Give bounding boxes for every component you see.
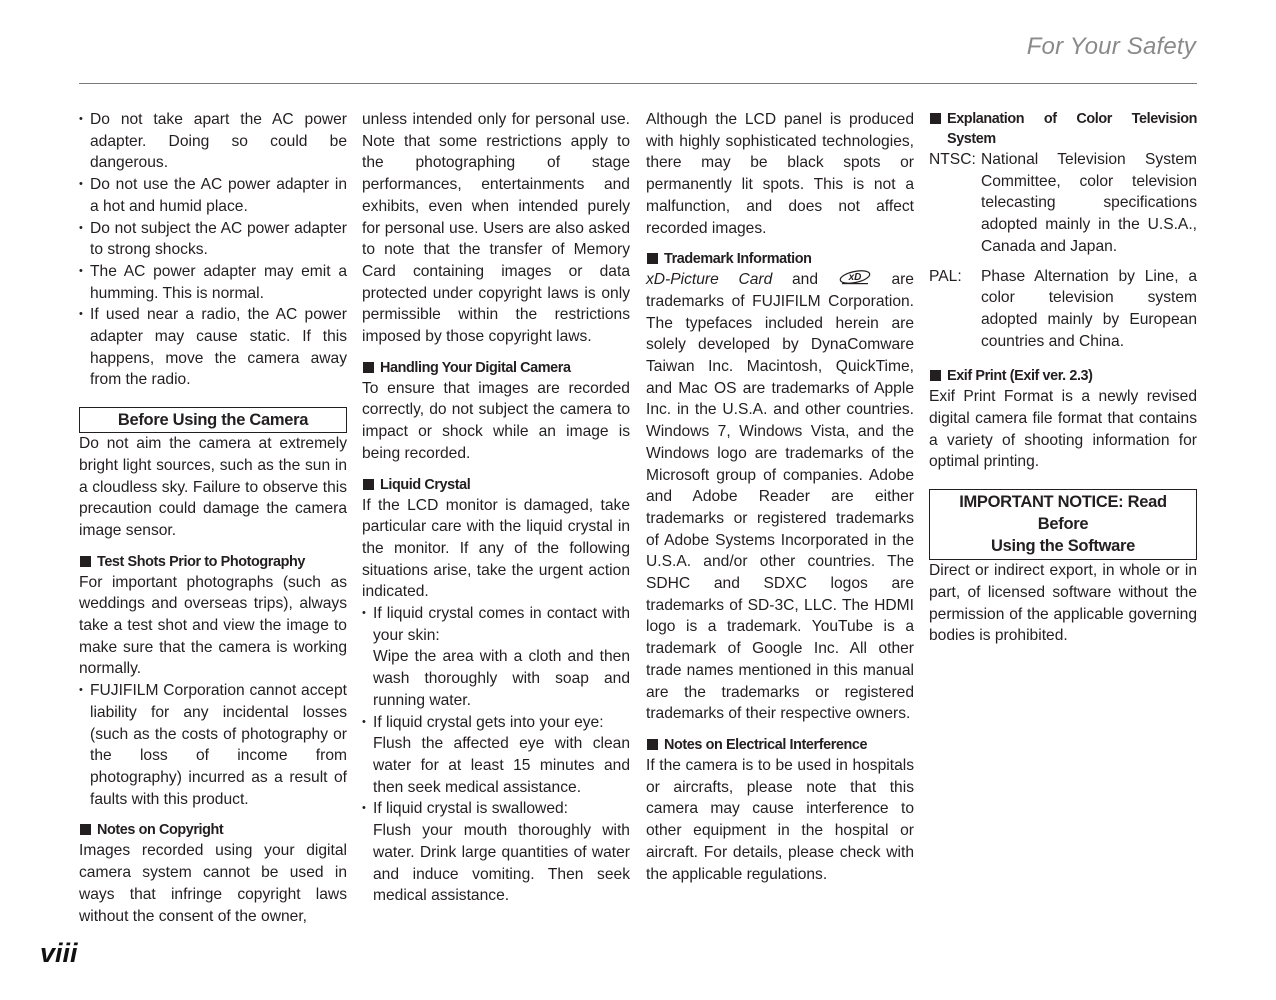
subsection-heading-label: Handling Your Digital Camera [380, 359, 571, 376]
list-item: • Do not use the AC power adapter in a hot and humid place. [79, 174, 347, 217]
square-bullet-icon [930, 113, 941, 124]
list-item: • Do not subject the AC power adapter to strong shocks. [79, 218, 347, 261]
subsection-heading-label: Notes on Copyright [97, 822, 224, 839]
action-text: Wipe the area with a cloth and then wash thoroughly with soap and running water. [373, 648, 630, 709]
page-header-title: For Your Safety [1026, 33, 1196, 60]
xd-logo-text: xD [848, 272, 862, 284]
ac-adapter-warnings [79, 109, 347, 391]
subsection-heading [929, 109, 1197, 149]
case-text: • If liquid crystal comes in contact with your skin: [373, 605, 630, 644]
case-text: • If liquid crystal is swallowed: [373, 800, 568, 818]
section-text: If the LCD monitor is damaged, take particular care with the liquid crystal in the monitor. If any of the following situations arise, take the urgent action indicated. [362, 496, 630, 601]
box-heading-line: Using the Software [990, 537, 1136, 556]
subsection-heading [362, 358, 630, 378]
ntsc-definition [929, 149, 1197, 258]
pal-definition [929, 266, 1197, 353]
case-text: • If liquid crystal gets into your eye: [373, 713, 604, 731]
subsection-heading [646, 249, 914, 269]
section-text: For important photographs (such as weddings and overseas trips), always take a test shot and view the image to make sure that the camera is working normally. [79, 573, 347, 678]
list-item: • Do not take apart the AC power adapter. Doing so could be dangerous. [79, 109, 347, 174]
action-text: Flush the affected eye with clean water for at least 15 minutes and then seek medical assistance. [373, 735, 630, 796]
box-heading-line: IMPORTANT NOTICE: Read Before [959, 493, 1167, 534]
subsection-heading [362, 475, 630, 495]
section-text: Do not aim the camera at extremely bright light sources, such as the sun in a cloudless sky. Failure to observe this precaution could damage the camera image sensor. [79, 435, 347, 539]
section-text: Images recorded using your digital camera system cannot be used in ways that infringe copyright laws without the consent of the owner, [79, 842, 347, 925]
column-2 [362, 109, 630, 907]
column-4 [929, 109, 1197, 647]
action-text: Flush your mouth thoroughly with water. Drink large quantities of water and induce vomiting. Then seek medical assistance. [373, 822, 630, 905]
header-divider [79, 83, 1197, 84]
xd-logo-icon [838, 270, 872, 286]
section-box-heading: Before Using the Camera [79, 407, 347, 433]
square-bullet-icon [80, 556, 91, 567]
list-item [362, 603, 630, 712]
square-bullet-icon [363, 362, 374, 373]
column-1 [79, 109, 347, 927]
subsection-heading-label: Test Shots Prior to Photography [97, 553, 305, 570]
subsection-heading-label: Exif Print (Exif ver. 2.3) [947, 368, 1093, 385]
square-bullet-icon [363, 479, 374, 490]
subsection-heading-label: Liquid Crystal [380, 476, 471, 493]
list-item [362, 798, 630, 907]
definition-term: PAL: [929, 267, 962, 285]
square-bullet-icon [930, 370, 941, 381]
liquid-crystal-actions [362, 603, 630, 907]
definition-desc: National Television System Committee, color television telecasting specifications adopted mainly in the U.S.A., Canada and Japan. [981, 151, 1197, 255]
subsection-heading [929, 366, 1197, 386]
trademark-body: are trademarks of FUJIFILM Corporation. The typefaces included herein are solely developed by DynaComware Taiwan Inc. Macintosh, QuickTime, and Mac OS are trademarks of Apple Inc. in the U.S.A. and other countries. Windows 7, Windows Vista, and the Windows logo are trademarks of the Microsoft group of companies. Adobe and Adobe Reader are either trademarks or registered trademarks of Adobe Systems Incorporated in the U.S.A. and/or other countries. The SDHC and SDXC logos are trademarks of SD-3C, LLC. The HDMI logo is a trademark. YouTube is a trademark of Google Inc. All other trade names mentioned in this manual are the trademarks or registered trademarks of their respective owners. [646, 271, 914, 723]
definition-term: NTSC: [929, 151, 976, 168]
column-3 [646, 109, 914, 885]
list-item: • FUJIFILM Corporation cannot accept liability for any incidental losses (such as the costs of photography or the loss of income from photography) incurred as a result of faults with this product. [79, 680, 347, 810]
subsection-heading [79, 820, 347, 840]
and-text: and [792, 271, 819, 289]
section-text: Direct or indirect export, in whole or in part, of licensed software without the permission of the applicable governing bodies is prohibited. [929, 562, 1197, 645]
list-item: • If used near a radio, the AC power adapter may cause static. If this happens, move the camera away from the radio. [79, 304, 347, 391]
page-number: viii [40, 938, 78, 968]
subsection-heading-label: Explanation of Color Television System [947, 111, 1197, 147]
section-text: Although the LCD panel is produced with highly sophisticated technologies, there may be black spots or permanently lit spots. This is not a malfunction, and does not affect recorded images. [646, 111, 914, 237]
section-box-heading [929, 489, 1197, 560]
list-item: • The AC power adapter may emit a humming. This is normal. [79, 261, 347, 304]
subsection-heading-label: Trademark Information [664, 251, 812, 268]
xd-card-name: xD-Picture Card [646, 271, 773, 289]
subsection-heading [646, 735, 914, 755]
subsection-heading [79, 552, 347, 572]
subsection-heading-label: Notes on Electrical Interference [664, 736, 868, 753]
section-text: If the camera is to be used in hospitals or aircrafts, please note that this camera may cause interference to other equipment in the hospital or aircraft. For details, please check with the applicable regulations. [646, 756, 914, 883]
section-text: unless intended only for personal use. Note that some restrictions apply to the photographing of stage performances, entertainments and exhibits, even when intended purely for personal use. Users are also asked to note that the transfer of Memory Card containing images or data protected under copyright laws is only permissible within the restrictions imposed by those copyright laws. [362, 111, 630, 346]
square-bullet-icon [80, 824, 91, 835]
liability-note [79, 680, 347, 810]
section-text: Exif Print Format is a newly revised digital camera file format that contains a variety of shooting information for optimal printing. [929, 388, 1197, 471]
list-item [362, 712, 630, 799]
definition-desc: Phase Alternation by Line, a color television system adopted mainly by European countries and China. [981, 267, 1197, 350]
trademark-text [646, 269, 914, 725]
square-bullet-icon [647, 253, 658, 264]
square-bullet-icon [647, 739, 658, 750]
section-text: To ensure that images are recorded correctly, do not subject the camera to impact or shock while an image is being recorded. [362, 379, 630, 462]
